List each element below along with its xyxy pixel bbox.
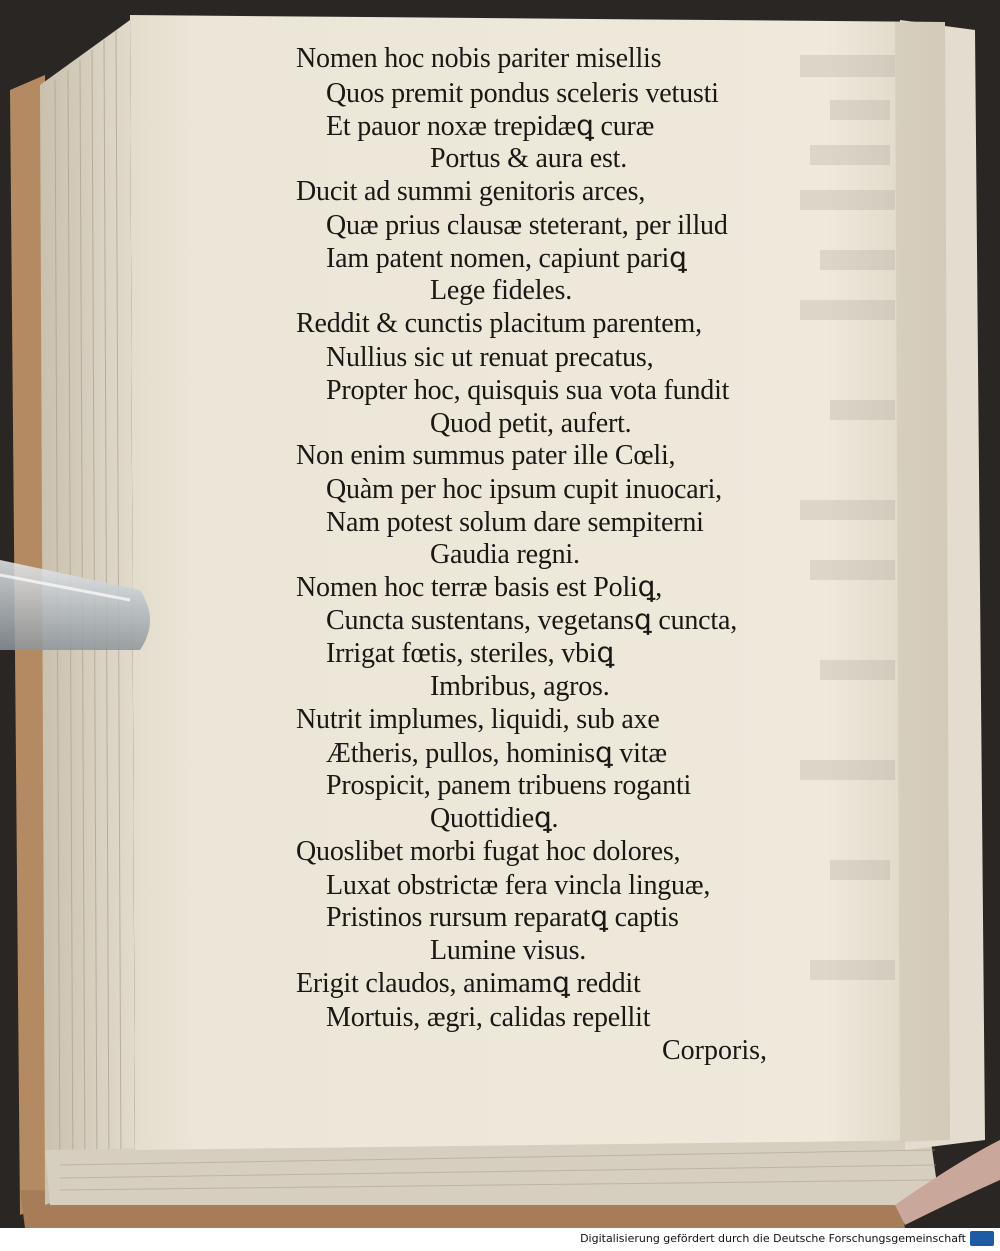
verse-line-27: Pristinos rursum reparatꝗ captis <box>326 902 679 933</box>
verse-line-29: Erigit claudos, animamꝗ reddit <box>296 968 641 999</box>
verse-line-16: Gaudia regni. <box>430 539 580 570</box>
verse-line-1: Nomen hoc nobis pariter misellis <box>296 43 662 74</box>
verse-line-28: Lumine visus. <box>430 935 587 966</box>
verse-line-17: Nomen hoc terræ basis est Poliꝗ, <box>296 572 662 603</box>
verse-line-2: Quos premit pondus sceleris vetusti <box>326 78 719 109</box>
verse-line-12: Quod petit, aufert. <box>430 408 632 439</box>
verse-line-9: Reddit & cunctis placitum parentem, <box>296 308 702 339</box>
digitization-footer <box>0 1228 1000 1251</box>
gutter-shadow <box>895 22 950 1142</box>
footer-credit: Digitalisierung gefördert durch die Deutsche Forschungsgemeinschaft <box>580 1232 966 1245</box>
verse-line-4: Portus & aura est. <box>430 143 628 174</box>
verse-line-25: Quoslibet morbi fugat hoc dolores, <box>296 836 681 867</box>
verse-line-5: Ducit ad summi genitoris arces, <box>296 176 646 207</box>
verse-line-24: Quottidieꝗ. <box>430 803 559 834</box>
catchword: Corporis, <box>662 1035 767 1066</box>
verse-line-13: Non enim summus pater ille Cœli, <box>296 440 676 471</box>
verse-line-23: Prospicit, panem tribuens roganti <box>326 770 692 801</box>
verse-line-7: Iam patent nomen, capiunt pariꝗ <box>326 243 687 274</box>
verse-line-21: Nutrit implumes, liquidi, sub axe <box>296 704 660 735</box>
verse-line-20: Imbribus, agros. <box>430 671 610 702</box>
verse-line-15: Nam potest solum dare sempiterni <box>326 507 704 538</box>
verse-line-30: Mortuis, ægri, calidas repellit <box>326 1002 651 1033</box>
verse-line-3: Et pauor noxæ trepidæꝗ curæ <box>326 111 655 142</box>
verse-line-14: Quàm per hoc ipsum cupit inuocari, <box>326 474 722 505</box>
dfg-logo <box>970 1231 994 1246</box>
verse-line-6: Quæ prius clausæ steterant, per illud <box>326 210 728 241</box>
verse-line-19: Irrigat fœtis, steriles, vbiꝗ <box>326 638 615 669</box>
verse-line-8: Lege fideles. <box>430 275 572 306</box>
verse-line-11: Propter hoc, quisquis sua vota fundit <box>326 375 730 406</box>
verse-line-22: Ætheris, pullos, hominisꝗ vitæ <box>326 738 667 769</box>
verse-line-26: Luxat obstrictæ fera vincla linguæ, <box>326 870 711 901</box>
verse-line-18: Cuncta sustentans, vegetansꝗ cuncta, <box>326 605 738 636</box>
verse-line-10: Nullius sic ut renuat precatus, <box>326 342 654 373</box>
